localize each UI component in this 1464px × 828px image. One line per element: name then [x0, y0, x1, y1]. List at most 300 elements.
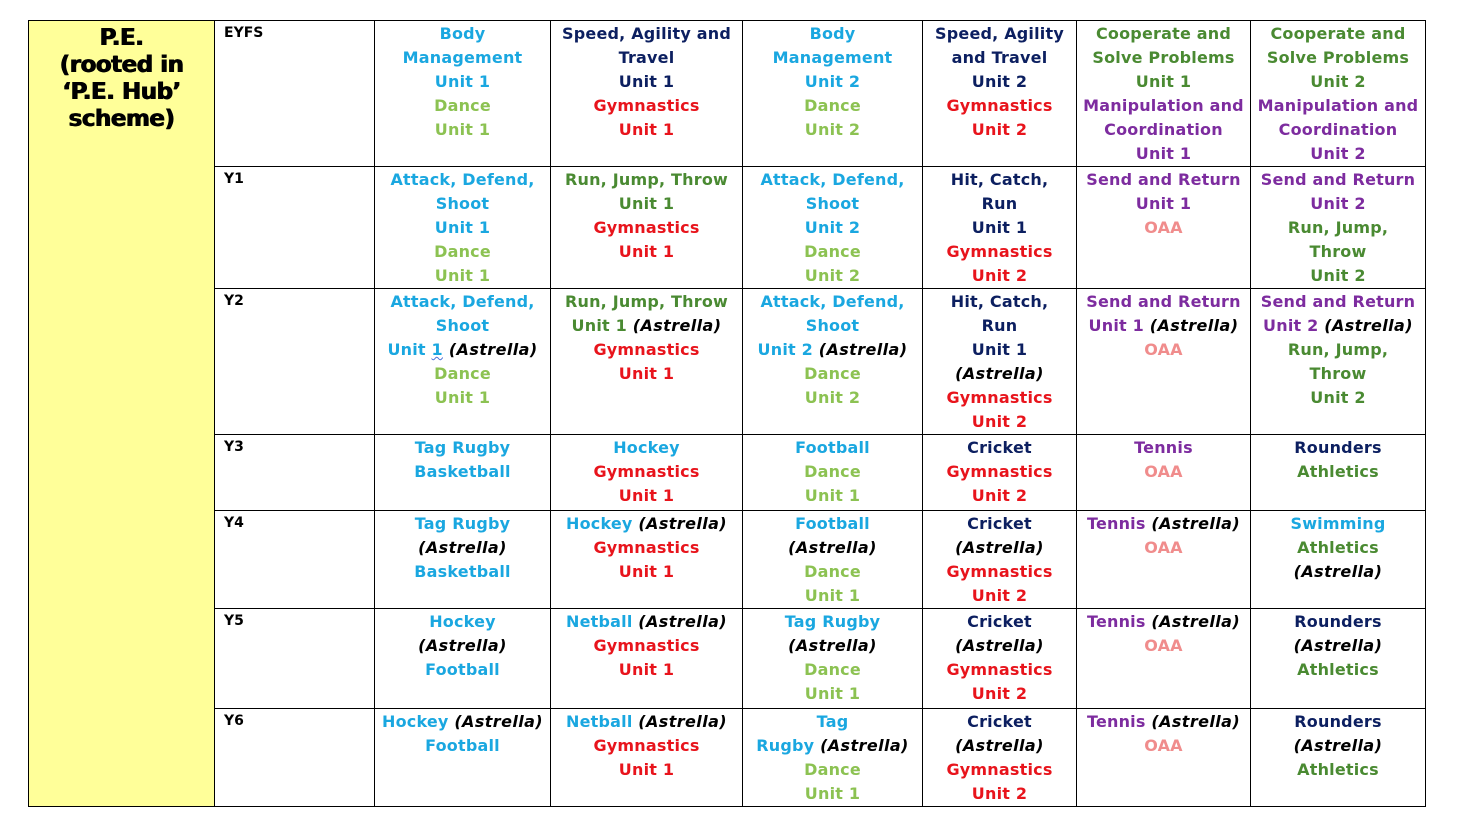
cell-line	[376, 460, 549, 484]
table-row-y5	[29, 609, 1426, 709]
activity-text: Cricket	[967, 712, 1032, 731]
activity-text: Run, Jump, Throw	[564, 292, 729, 311]
activity-text: Unit 2	[804, 218, 861, 237]
cell-line	[924, 264, 1075, 288]
activity-text: Unit 2	[1310, 72, 1366, 91]
cell-line	[744, 264, 921, 288]
cell-line	[1252, 436, 1424, 460]
cell-line	[1078, 512, 1249, 536]
cell-line	[924, 536, 1075, 560]
activity-text: Unit 1	[804, 784, 861, 803]
cell-line	[744, 536, 921, 560]
provider-label: (Astrella)	[820, 736, 909, 755]
activity-text: Tag Rugby	[784, 612, 881, 631]
cell-line	[1252, 338, 1424, 362]
cell-line	[376, 338, 549, 362]
activity-text: Unit 2	[971, 72, 1028, 91]
activity-text: Shoot	[805, 194, 860, 213]
unit-cell	[743, 609, 923, 709]
provider-label: (Astrella)	[454, 712, 544, 731]
subject-title: P.E. (rooted in ‘P.E. Hub’ scheme)	[59, 25, 184, 132]
unit-cell	[923, 709, 1077, 807]
unit-cell	[551, 21, 743, 167]
activity-text: Gymnastics	[593, 538, 700, 557]
activity-text: Unit 1	[1135, 194, 1192, 213]
activity-text: Rugby	[756, 736, 821, 755]
activity-text: Cricket	[967, 612, 1032, 631]
cell-line	[924, 658, 1075, 682]
activity-text: Hockey	[565, 514, 639, 533]
cell-line	[376, 436, 549, 460]
cell-line	[744, 338, 921, 362]
cell-line	[1252, 70, 1424, 94]
cell-line	[1078, 22, 1249, 46]
unit-cell	[551, 709, 743, 807]
activity-text: Unit 2	[1310, 388, 1366, 407]
provider-label: (Astrella)	[418, 636, 507, 655]
cell-line	[552, 734, 741, 758]
activity-text: Tag Rugby	[414, 438, 511, 457]
unit-cell	[375, 21, 551, 167]
activity-text: OAA	[1144, 340, 1183, 359]
cell-line	[376, 192, 549, 216]
activity-text: Run, Jump,	[1287, 340, 1389, 359]
activity-text: Travel	[618, 48, 675, 67]
unit-cell	[1077, 511, 1251, 609]
cell-line	[1252, 264, 1424, 288]
provider-label: (Astrella)	[955, 538, 1044, 557]
cell-line	[1252, 512, 1424, 536]
activity-text: Speed, Agility	[935, 24, 1064, 43]
cell-line	[1252, 634, 1424, 658]
cell-line	[1078, 634, 1249, 658]
cell-line	[744, 460, 921, 484]
activity-text: Unit 2	[1310, 144, 1366, 163]
cell-line	[744, 314, 921, 338]
cell-line	[376, 610, 549, 634]
cell-line	[376, 264, 549, 288]
cell-line	[376, 216, 549, 240]
provider-label: (Astrella)	[638, 514, 728, 533]
activity-text: Attack, Defend,	[390, 292, 535, 311]
cell-line	[924, 758, 1075, 782]
table-row-y6	[29, 709, 1426, 807]
unit-cell	[551, 609, 743, 709]
activity-text: Unit 1	[618, 72, 675, 91]
cell-line	[924, 436, 1075, 460]
cell-line	[376, 560, 549, 584]
activity-text: Unit 1	[618, 486, 675, 505]
activity-text: Tag	[816, 712, 849, 731]
cell-line	[1078, 610, 1249, 634]
cell-line	[1252, 46, 1424, 70]
activity-text: Gymnastics	[593, 96, 700, 115]
unit-cell	[551, 435, 743, 511]
activity-text: OAA	[1144, 462, 1183, 481]
activity-text: Gymnastics	[946, 388, 1053, 407]
provider-label: (Astrella)	[1293, 562, 1383, 581]
activity-text: Unit 2	[1310, 194, 1366, 213]
cell-line	[552, 70, 741, 94]
activity-text: Netball	[566, 612, 639, 631]
activity-text: Football	[425, 736, 500, 755]
cell-line	[924, 710, 1075, 734]
cell-line	[924, 410, 1075, 434]
activity-text: Rounders	[1294, 612, 1382, 631]
cell-line	[924, 460, 1075, 484]
cell-line	[1078, 338, 1249, 362]
provider-label: (Astrella)	[788, 538, 877, 557]
cell-line	[1252, 610, 1424, 634]
cell-line	[376, 118, 549, 142]
cell-line	[552, 46, 741, 70]
activity-text: Rounders	[1294, 712, 1382, 731]
cell-line	[924, 362, 1075, 386]
cell-line	[552, 710, 741, 734]
activity-text: Unit 1	[434, 266, 491, 285]
activity-text: Unit 1	[804, 684, 861, 703]
cell-line	[924, 386, 1075, 410]
cell-line	[552, 758, 741, 782]
activity-text: Unit 2	[1263, 316, 1325, 335]
activity-text: Unit 1	[1135, 72, 1192, 91]
activity-text: Manipulation and	[1257, 96, 1419, 115]
activity-text: Hit, Catch,	[950, 292, 1049, 311]
cell-line	[744, 118, 921, 142]
activity-text: Football	[795, 514, 870, 533]
activity-text: Unit 1	[804, 586, 861, 605]
unit-cell	[1251, 709, 1426, 807]
cell-line	[376, 314, 549, 338]
activity-text: Solve Problems	[1266, 48, 1410, 67]
year-label: Y5	[215, 609, 375, 709]
cell-line	[1078, 710, 1249, 734]
activity-text: Unit 2	[971, 266, 1028, 285]
cell-line	[376, 386, 549, 410]
unit-cell	[743, 289, 923, 435]
cell-line	[552, 484, 741, 508]
cell-line	[1252, 314, 1424, 338]
cell-line	[1078, 94, 1249, 118]
cell-line	[376, 362, 549, 386]
cell-line	[552, 560, 741, 584]
cell-line	[924, 314, 1075, 338]
activity-text: Cricket	[967, 438, 1032, 457]
cell-line	[744, 94, 921, 118]
activity-text: Tennis	[1086, 612, 1152, 631]
activity-text: Coordination	[1104, 120, 1223, 139]
activity-text: Unit 2	[971, 486, 1028, 505]
cell-line	[376, 168, 549, 192]
subject-cell	[29, 21, 215, 807]
cell-line	[552, 314, 741, 338]
cell-line	[924, 118, 1075, 142]
unit-cell	[1077, 289, 1251, 435]
table-row-y4	[29, 511, 1426, 609]
cell-line	[1078, 46, 1249, 70]
activity-text: Cooperate and	[1095, 24, 1232, 43]
cell-line	[924, 94, 1075, 118]
cell-line	[924, 22, 1075, 46]
unit-cell	[375, 511, 551, 609]
unit-cell	[375, 435, 551, 511]
cell-line	[1078, 460, 1249, 484]
activity-text: Unit 1	[1135, 144, 1192, 163]
cell-line	[552, 536, 741, 560]
activity-text: Management	[772, 48, 893, 67]
cell-line	[744, 168, 921, 192]
activity-text: Run	[981, 194, 1018, 213]
activity-text: Unit 2	[971, 784, 1028, 803]
unit-cell	[375, 709, 551, 807]
cell-line	[744, 584, 921, 608]
activity-text: Athletics	[1297, 538, 1379, 557]
activity-text: Unit 2	[971, 684, 1028, 703]
cell-line	[1078, 536, 1249, 560]
activity-text: 1	[431, 340, 443, 359]
year-label: Y2	[215, 289, 375, 435]
cell-line	[1252, 560, 1424, 584]
unit-cell	[923, 435, 1077, 511]
activity-text: Unit 2	[971, 120, 1028, 139]
unit-cell	[1251, 167, 1426, 289]
cell-line	[1078, 118, 1249, 142]
cell-line	[924, 192, 1075, 216]
activity-text: Unit 1	[434, 388, 491, 407]
activity-text: Solve Problems	[1092, 48, 1235, 67]
activity-text: Gymnastics	[946, 562, 1053, 581]
cell-line	[376, 240, 549, 264]
cell-line	[552, 610, 741, 634]
activity-text: Gymnastics	[593, 218, 700, 237]
activity-text: Body	[809, 24, 856, 43]
cell-line	[1252, 386, 1424, 410]
unit-cell	[923, 21, 1077, 167]
cell-line	[552, 168, 741, 192]
activity-text: OAA	[1144, 538, 1183, 557]
activity-text: Hit, Catch,	[950, 170, 1049, 189]
cell-line	[1252, 94, 1424, 118]
cell-line	[744, 362, 921, 386]
activity-text: Shoot	[805, 316, 860, 335]
activity-text: Tennis	[1134, 438, 1193, 457]
cell-line	[924, 782, 1075, 806]
cell-line	[744, 46, 921, 70]
activity-text: Run, Jump,	[1287, 218, 1389, 237]
table-row-y3	[29, 435, 1426, 511]
activity-text: Netball	[566, 712, 639, 731]
cell-line	[744, 758, 921, 782]
cell-line	[744, 436, 921, 460]
cell-line	[924, 70, 1075, 94]
cell-line	[1078, 168, 1249, 192]
activity-text: Gymnastics	[593, 462, 700, 481]
cell-line	[376, 658, 549, 682]
cell-line	[1078, 70, 1249, 94]
activity-text: Unit 1	[434, 72, 491, 91]
activity-text: Hockey	[381, 712, 455, 731]
activity-text: Dance	[434, 96, 491, 115]
cell-line	[552, 436, 741, 460]
year-label: EYFS	[215, 21, 375, 167]
activity-text: Unit 1	[618, 660, 675, 679]
cell-line	[552, 118, 741, 142]
cell-line	[924, 512, 1075, 536]
cell-line	[1252, 362, 1424, 386]
activity-text: Dance	[434, 242, 491, 261]
unit-cell	[375, 167, 551, 289]
cell-line	[376, 536, 549, 560]
activity-text: Attack, Defend,	[760, 292, 905, 311]
cell-line	[552, 192, 741, 216]
activity-text: Gymnastics	[593, 636, 700, 655]
cell-line	[744, 192, 921, 216]
activity-text: Send and Return	[1086, 170, 1241, 189]
provider-label: (Astrella)	[1149, 316, 1239, 335]
unit-cell	[1077, 609, 1251, 709]
activity-text: Unit 1	[971, 218, 1028, 237]
activity-text: OAA	[1144, 218, 1183, 237]
activity-text: Attack, Defend,	[760, 170, 905, 189]
activity-text: Coordination	[1278, 120, 1398, 139]
activity-text: Gymnastics	[946, 242, 1053, 261]
provider-label: (Astrella)	[1293, 636, 1383, 655]
cell-line	[376, 734, 549, 758]
provider-label: (Astrella)	[638, 712, 727, 731]
activity-text: Body	[439, 24, 486, 43]
unit-cell	[923, 511, 1077, 609]
cell-line	[552, 512, 741, 536]
cell-line	[1252, 290, 1424, 314]
activity-text: Unit 2	[804, 72, 861, 91]
activity-text: Tennis	[1086, 514, 1152, 533]
cell-line	[552, 338, 741, 362]
activity-text: Football	[425, 660, 500, 679]
activity-text: Rounders	[1294, 438, 1382, 457]
cell-line	[1252, 216, 1424, 240]
activity-text: Cooperate and	[1270, 24, 1406, 43]
cell-line	[924, 216, 1075, 240]
cell-line	[552, 240, 741, 264]
activity-text: Speed, Agility and	[562, 24, 731, 43]
activity-text: Dance	[804, 242, 861, 261]
activity-text: Unit 1	[618, 242, 675, 261]
cell-line	[744, 512, 921, 536]
activity-text: Unit 1	[804, 486, 861, 505]
activity-text: Cricket	[967, 514, 1032, 533]
activity-text: Basketball	[414, 562, 511, 581]
cell-line	[1252, 710, 1424, 734]
cell-line	[924, 290, 1075, 314]
cell-line	[744, 386, 921, 410]
activity-text: Manipulation and	[1083, 96, 1244, 115]
cell-line	[924, 240, 1075, 264]
cell-line	[1252, 734, 1424, 758]
provider-label: (Astrella)	[632, 316, 722, 335]
activity-text: Unit 2	[804, 266, 861, 285]
year-label: Y4	[215, 511, 375, 609]
cell-line	[376, 70, 549, 94]
cell-line	[744, 682, 921, 706]
cell-line	[376, 94, 549, 118]
activity-text: Gymnastics	[593, 736, 700, 755]
unit-cell	[1077, 435, 1251, 511]
cell-line	[744, 216, 921, 240]
unit-cell	[551, 511, 743, 609]
activity-text: Run, Jump, Throw	[564, 170, 729, 189]
cell-line	[1078, 216, 1249, 240]
activity-text: Unit 1	[618, 194, 675, 213]
cell-line	[744, 710, 921, 734]
cell-line	[744, 610, 921, 634]
activity-text: Unit 1	[434, 120, 491, 139]
cell-line	[924, 484, 1075, 508]
unit-cell	[1251, 435, 1426, 511]
cell-line	[552, 362, 741, 386]
cell-line	[924, 610, 1075, 634]
cell-line	[924, 734, 1075, 758]
cell-line	[924, 560, 1075, 584]
cell-line	[744, 22, 921, 46]
activity-text: Unit 2	[1310, 266, 1366, 285]
year-label: Y3	[215, 435, 375, 511]
cell-line	[1078, 290, 1249, 314]
activity-text: Dance	[804, 660, 861, 679]
cell-line	[1252, 240, 1424, 264]
cell-line	[744, 560, 921, 584]
cell-line	[1078, 314, 1249, 338]
activity-text: Shoot	[435, 194, 490, 213]
activity-text: Unit 1	[618, 364, 675, 383]
activity-text: Unit 2	[971, 412, 1028, 431]
unit-cell	[743, 21, 923, 167]
activity-text: Gymnastics	[946, 462, 1053, 481]
activity-text: Tag Rugby	[414, 514, 511, 533]
activity-text: Throw	[1309, 242, 1367, 261]
cell-line	[924, 168, 1075, 192]
cell-line	[1078, 142, 1249, 166]
cell-line	[376, 710, 549, 734]
cell-line	[744, 240, 921, 264]
activity-text: Run	[981, 316, 1018, 335]
unit-cell	[743, 709, 923, 807]
activity-text: Unit 2	[971, 586, 1028, 605]
cell-line	[552, 290, 741, 314]
provider-label: (Astrella)	[955, 364, 1044, 383]
cell-line	[376, 46, 549, 70]
activity-text: Shoot	[435, 316, 490, 335]
activity-text: Dance	[804, 462, 861, 481]
provider-label: (Astrella)	[955, 636, 1044, 655]
cell-line	[744, 658, 921, 682]
unit-cell	[743, 435, 923, 511]
unit-cell	[1251, 289, 1426, 435]
cell-line	[1252, 22, 1424, 46]
unit-cell	[375, 289, 551, 435]
unit-cell	[743, 511, 923, 609]
unit-cell	[551, 289, 743, 435]
cell-line	[744, 290, 921, 314]
activity-text: Unit 1	[618, 760, 675, 779]
activity-text: Unit 1	[618, 120, 675, 139]
provider-label: (Astrella)	[788, 636, 877, 655]
provider-label: (Astrella)	[1293, 736, 1383, 755]
provider-label: (Astrella)	[818, 340, 908, 359]
cell-line	[1252, 118, 1424, 142]
activity-text: Athletics	[1297, 660, 1379, 679]
cell-line	[924, 46, 1075, 70]
provider-label: (Astrella)	[955, 736, 1044, 755]
